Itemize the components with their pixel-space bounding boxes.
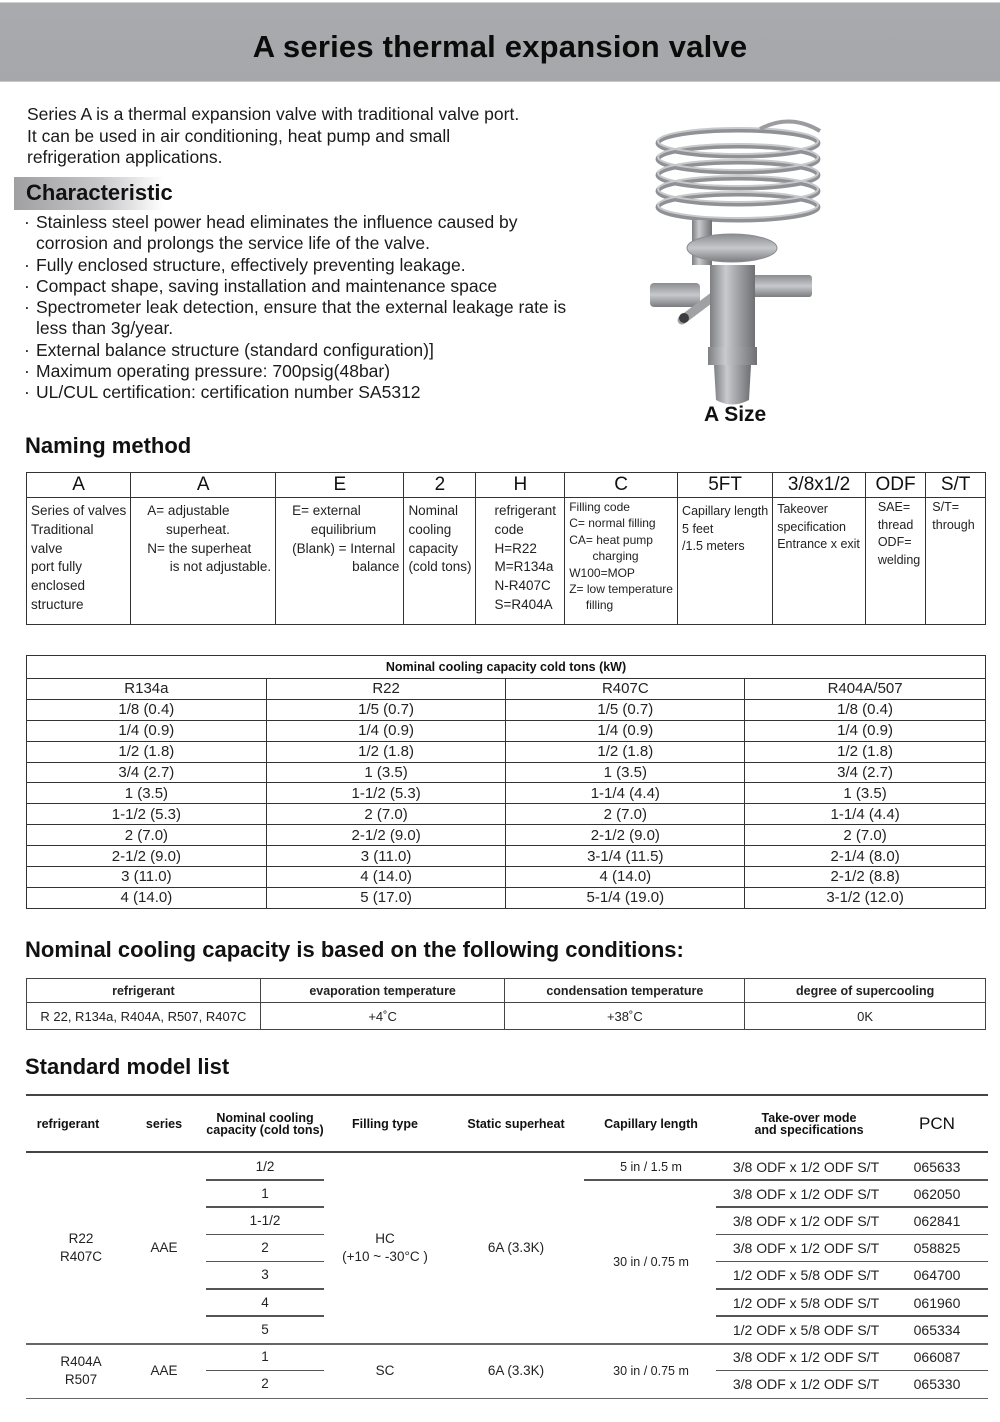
capacity-cell: 1-1/2 — [249, 1212, 281, 1228]
pcn-cell: 065330 — [913, 1376, 961, 1393]
takeover-spec-cell: 3/8 ODF x 1/2 ODF S/T — [732, 1185, 880, 1202]
takeover-spec-cell: 1/2 ODF x 5/8 ODF S/T — [732, 1294, 880, 1311]
capacity-cell: 1/8 (0.4) — [27, 699, 267, 720]
characteristic-item: · Stainless steel power head eliminates the influence caused by corrosion and prolongs the service life of the valve. — [24, 212, 559, 255]
naming-description — [27, 498, 131, 625]
desc-line: C= normal filling — [569, 516, 656, 531]
desc-line: refrigerant — [494, 503, 556, 518]
page-title: A series thermal expansion valve — [252, 29, 748, 64]
takeover-spec-cell: 1/2 ODF x 5/8 ODF S/T — [732, 1321, 880, 1338]
capacity-row — [27, 762, 986, 783]
header-line: and specifications — [754, 1122, 864, 1137]
pcn-cell: 065633 — [913, 1158, 961, 1175]
desc-line: S=R404A — [494, 596, 553, 612]
capacity-cell: 2-1/2 (9.0) — [506, 825, 745, 846]
intro-line: refrigeration applications. — [27, 147, 223, 167]
refrigerant-name: R404A — [60, 1353, 102, 1369]
capacity-cell: 1/2 (1.8) — [266, 741, 506, 762]
characteristic-heading-band — [14, 177, 173, 210]
capacity-cell: 4 (14.0) — [266, 867, 506, 888]
capacity-cell: 3 (11.0) — [27, 867, 267, 888]
naming-description — [865, 498, 925, 625]
desc-line: Traditional — [31, 521, 94, 537]
capacity-row — [27, 804, 986, 825]
desc-line: CA= heat pump — [569, 532, 653, 547]
capacity-table-body — [27, 699, 986, 908]
naming-code: E — [276, 473, 404, 498]
capacity-cell: 1/4 (0.9) — [266, 720, 506, 741]
column-header: evaporation temperature — [260, 979, 505, 1003]
title-banner — [0, 2, 1000, 82]
pcn-cell: 064700 — [913, 1267, 961, 1284]
naming-code: H — [476, 473, 565, 498]
takeover-spec-cell: 3/8 ODF x 1/2 ODF S/T — [732, 1376, 880, 1393]
desc-line: H=R22 — [494, 540, 537, 556]
column-header: PCN — [919, 1113, 955, 1133]
static-superheat-cell: 6A (3.3K) — [487, 1240, 545, 1256]
desc-line: welding — [877, 552, 921, 567]
column-header: R134a — [27, 679, 267, 700]
capillary-length-cell: 5 in / 1.5 m — [620, 1159, 682, 1174]
capacity-cell: 1/4 (0.9) — [27, 720, 267, 741]
refrigerant-cell — [26, 1153, 136, 1343]
desc-line: through — [932, 517, 975, 532]
characteristic-heading: Characteristic — [26, 180, 173, 205]
capacity-cell: 2 (7.0) — [27, 825, 267, 846]
desc-line: port fully — [31, 559, 83, 575]
refrigerant-name: R507 — [64, 1371, 98, 1387]
desc-line: N= the superheat — [147, 540, 252, 556]
pcn-cell: 062841 — [913, 1212, 961, 1229]
capacity-cell: 4 (14.0) — [27, 887, 267, 908]
takeover-spec-cell: 3/8 ODF x 1/2 ODF S/T — [732, 1348, 880, 1365]
filling-line: (+10 ~ -30°C ) — [342, 1249, 428, 1265]
capacity-cell: 3 — [261, 1267, 269, 1283]
capacity-cell: 1 (3.5) — [27, 783, 267, 804]
naming-code: 3/8x1/2 — [773, 473, 866, 498]
capacity-cell: 5 (17.0) — [266, 887, 506, 908]
model-list-heading: Standard model list — [25, 1054, 230, 1079]
capacity-row — [27, 867, 986, 888]
intro-line: Series A is a thermal expansion valve with traditional valve port. — [27, 104, 520, 124]
capacity-row — [27, 783, 986, 804]
product-caption: A Size — [704, 403, 767, 426]
filling-line: HC — [375, 1231, 395, 1247]
model-table-header — [26, 1096, 988, 1151]
header-line: capacity (cold tons) — [206, 1122, 324, 1137]
capacity-cell: 5 — [261, 1321, 269, 1337]
desc-line: Takeover — [777, 502, 828, 516]
naming-code: 5FT — [678, 473, 773, 498]
desc-line: N-R407C — [494, 578, 551, 594]
capacity-cell: 1/8 (0.4) — [745, 699, 986, 720]
capacity-row — [27, 699, 986, 720]
capacity-cell: 2-1/2 (9.0) — [27, 846, 267, 867]
takeover-spec-cell: 1/2 ODF x 5/8 ODF S/T — [732, 1267, 880, 1284]
valve-illustration-icon — [640, 115, 840, 405]
desc-line: enclosed — [31, 578, 86, 594]
naming-description — [131, 498, 276, 625]
capacity-cell: 1/2 (1.8) — [506, 741, 745, 762]
capacity-cell: 3 (11.0) — [266, 846, 506, 867]
capacity-cell: 1-1/4 (4.4) — [745, 804, 986, 825]
capacity-cell: 1/2 — [255, 1158, 275, 1174]
desc-line: thread — [877, 517, 914, 532]
characteristic-item: · UL/CUL certification: certification number SA5312 — [24, 382, 604, 403]
capacity-header-row — [27, 679, 986, 700]
column-header: R404A/507 — [745, 679, 986, 700]
desc-line: W100=MOP — [569, 565, 635, 580]
thermal-expansion-valve-image — [640, 115, 840, 405]
condition-value: +38˚C — [505, 1003, 745, 1030]
capacity-cell: 2-1/2 (8.8) — [745, 867, 986, 888]
desc-line: E= external — [292, 503, 361, 518]
conditions-value-row — [27, 1003, 986, 1030]
desc-line: specification — [777, 519, 847, 534]
nominal-capacity-table — [26, 655, 986, 909]
desc-line: superheat. — [147, 521, 230, 537]
capacity-cell: 2 — [261, 1376, 269, 1392]
column-header: Static superheat — [467, 1116, 565, 1131]
column-header: degree of supercooling — [745, 979, 986, 1003]
capacity-cell: 2 (7.0) — [745, 825, 986, 846]
capacity-cell: 1 (3.5) — [266, 762, 506, 783]
capacity-cell: 1/2 (1.8) — [27, 741, 267, 762]
takeover-spec-cell: 3/8 ODF x 1/2 ODF S/T — [732, 1158, 880, 1175]
capacity-row — [27, 887, 986, 908]
capacity-cell: 2 (7.0) — [506, 804, 745, 825]
naming-code: C — [565, 473, 678, 498]
refrigerant-name: R407C — [59, 1249, 103, 1265]
naming-description — [476, 498, 565, 625]
capacity-cell: 1-1/2 (5.3) — [266, 783, 506, 804]
desc-line: Z= low temperature — [569, 582, 673, 597]
column-header — [741, 1096, 877, 1151]
column-header: refrigerant — [27, 979, 261, 1003]
desc-line: Entrance x exit — [777, 537, 860, 551]
capacity-cell: 2 (7.0) — [266, 804, 506, 825]
capacity-cell: 3/4 (2.7) — [745, 762, 986, 783]
capacity-cell: 2 — [261, 1240, 269, 1256]
column-header: R407C — [506, 679, 745, 700]
desc-line: charging — [569, 549, 639, 564]
pcn-cell: 058825 — [913, 1240, 961, 1257]
naming-method-heading: Naming method — [25, 433, 192, 458]
naming-code: ODF — [865, 473, 925, 498]
desc-line: valve — [31, 540, 63, 556]
characteristic-item: · Spectrometer leak detection, ensure that the external leakage rate is less than 3g/year. — [24, 297, 584, 340]
naming-description — [773, 498, 866, 625]
capacity-cell: 1/4 (0.9) — [745, 720, 986, 741]
capacity-cell: 4 (14.0) — [506, 867, 745, 888]
capacity-cell: 5-1/4 (19.0) — [506, 887, 745, 908]
capacity-cell: 2-1/4 (8.0) — [745, 846, 986, 867]
naming-description — [926, 498, 986, 625]
naming-code: S/T — [926, 473, 986, 498]
desc-line: A= adjustable — [147, 503, 230, 518]
group-divider — [26, 1398, 988, 1400]
column-header: Filling type — [352, 1116, 418, 1131]
capacity-cell: 4 — [261, 1294, 269, 1310]
capacity-cell: 1 (3.5) — [506, 762, 745, 783]
desc-line: SAE= — [877, 500, 911, 514]
desc-line: filling — [569, 598, 614, 613]
desc-line: code — [494, 521, 524, 537]
characteristic-item: · Maximum operating pressure: 700psig(48bar) — [24, 361, 604, 382]
conditions-header-row — [27, 979, 986, 1003]
filling-type-cell — [338, 1343, 432, 1397]
desc-line: ODF= — [877, 535, 912, 549]
capacity-cell: 3-1/2 (12.0) — [745, 887, 986, 908]
capillary-length-cell: 30 in / 0.75 m — [613, 1363, 689, 1378]
capacity-cell: 1/5 (0.7) — [266, 699, 506, 720]
characteristic-item: · Fully enclosed structure, effectively preventing leakage. — [24, 255, 604, 276]
characteristic-item: · External balance structure (standard configuration)] — [24, 340, 604, 361]
capacity-row — [27, 825, 986, 846]
characteristic-item: · Compact shape, saving installation and maintenance space — [24, 276, 604, 297]
capacity-cell: 1 — [261, 1185, 269, 1201]
filling-line: SC — [375, 1362, 395, 1378]
conditions-heading: Nominal cooling capacity is based on the following conditions: — [25, 937, 684, 962]
capacity-cell: 2-1/2 (9.0) — [266, 825, 506, 846]
header-line: Nominal cooling — [216, 1110, 314, 1125]
filling-type-cell — [338, 1153, 432, 1343]
series-cell: AAE — [150, 1362, 178, 1378]
desc-line: capacity — [408, 540, 458, 556]
intro-line: It can be used in air conditioning, heat pump and small — [27, 125, 451, 146]
desc-line: cooling — [408, 521, 452, 537]
desc-line: Filling code — [569, 500, 630, 514]
naming-description-row — [27, 498, 986, 625]
takeover-spec-cell: 3/8 ODF x 1/2 ODF S/T — [732, 1212, 880, 1229]
naming-description — [404, 498, 476, 625]
column-header — [202, 1096, 328, 1151]
refrigerant-name: R22 — [68, 1231, 94, 1247]
characteristic-list — [24, 212, 604, 404]
capacity-table-title: Nominal cooling capacity cold tons (kW) — [27, 656, 986, 679]
capacity-cell: 1 — [261, 1348, 269, 1364]
naming-description — [565, 498, 678, 625]
desc-line: is not adjustable. — [147, 559, 272, 575]
condition-value: R 22, R134a, R404A, R507, R407C — [27, 1003, 261, 1030]
desc-line: equilibrium — [292, 521, 377, 537]
desc-line: 5 feet — [682, 521, 714, 536]
series-cell: AAE — [150, 1240, 178, 1256]
capillary-length-cell: 30 in / 0.75 m — [613, 1254, 689, 1269]
column-header: condensation temperature — [505, 979, 745, 1003]
pcn-cell: 061960 — [913, 1294, 961, 1311]
naming-method-table — [26, 472, 986, 625]
desc-line: S/T= — [932, 500, 960, 514]
desc-line: Nominal — [408, 503, 458, 518]
standard-model-table — [26, 1094, 988, 1404]
pcn-cell: 062050 — [913, 1185, 961, 1202]
conditions-table — [26, 978, 986, 1030]
column-header: R22 — [266, 679, 506, 700]
capacity-cell: 1/4 (0.9) — [506, 720, 745, 741]
naming-code-row — [27, 473, 986, 498]
desc-line: (cold tons) — [408, 559, 472, 575]
naming-code: A — [131, 473, 276, 498]
column-header: Capillary length — [604, 1116, 698, 1131]
capacity-cell: 1/2 (1.8) — [745, 741, 986, 762]
column-header: series — [145, 1116, 183, 1131]
capacity-cell: 1/5 (0.7) — [506, 699, 745, 720]
naming-code: 2 — [404, 473, 476, 498]
desc-line: Capillary length — [682, 504, 769, 518]
desc-line: M=R134a — [494, 559, 554, 575]
condition-value: +4˚C — [260, 1003, 505, 1030]
capacity-cell: 1 (3.5) — [745, 783, 986, 804]
pcn-cell: 066087 — [913, 1348, 961, 1365]
capacity-cell: 3/4 (2.7) — [27, 762, 267, 783]
refrigerant-cell — [26, 1343, 136, 1397]
capacity-cell: 1-1/2 (5.3) — [27, 804, 267, 825]
desc-line: balance — [292, 559, 400, 575]
naming-code: A — [27, 473, 131, 498]
desc-line: structure — [31, 596, 84, 612]
desc-line: /1.5 meters — [682, 539, 745, 553]
intro-paragraph — [27, 104, 607, 169]
pcn-cell: 065334 — [913, 1321, 961, 1338]
condition-value: 0K — [745, 1003, 986, 1030]
header-line: Take-over mode — [761, 1110, 857, 1125]
capacity-row — [27, 846, 986, 867]
column-header: refrigerant — [36, 1116, 100, 1131]
naming-description — [276, 498, 404, 625]
takeover-spec-cell: 3/8 ODF x 1/2 ODF S/T — [732, 1240, 880, 1257]
capacity-row — [27, 720, 986, 741]
naming-description — [678, 498, 773, 625]
desc-line: Series of valves — [31, 503, 127, 518]
capacity-cell: 3-1/4 (11.5) — [506, 846, 745, 867]
static-superheat-cell: 6A (3.3K) — [487, 1362, 545, 1378]
capacity-cell: 1-1/4 (4.4) — [506, 783, 745, 804]
capacity-row — [27, 741, 986, 762]
desc-line: (Blank) = Internal — [292, 540, 396, 556]
